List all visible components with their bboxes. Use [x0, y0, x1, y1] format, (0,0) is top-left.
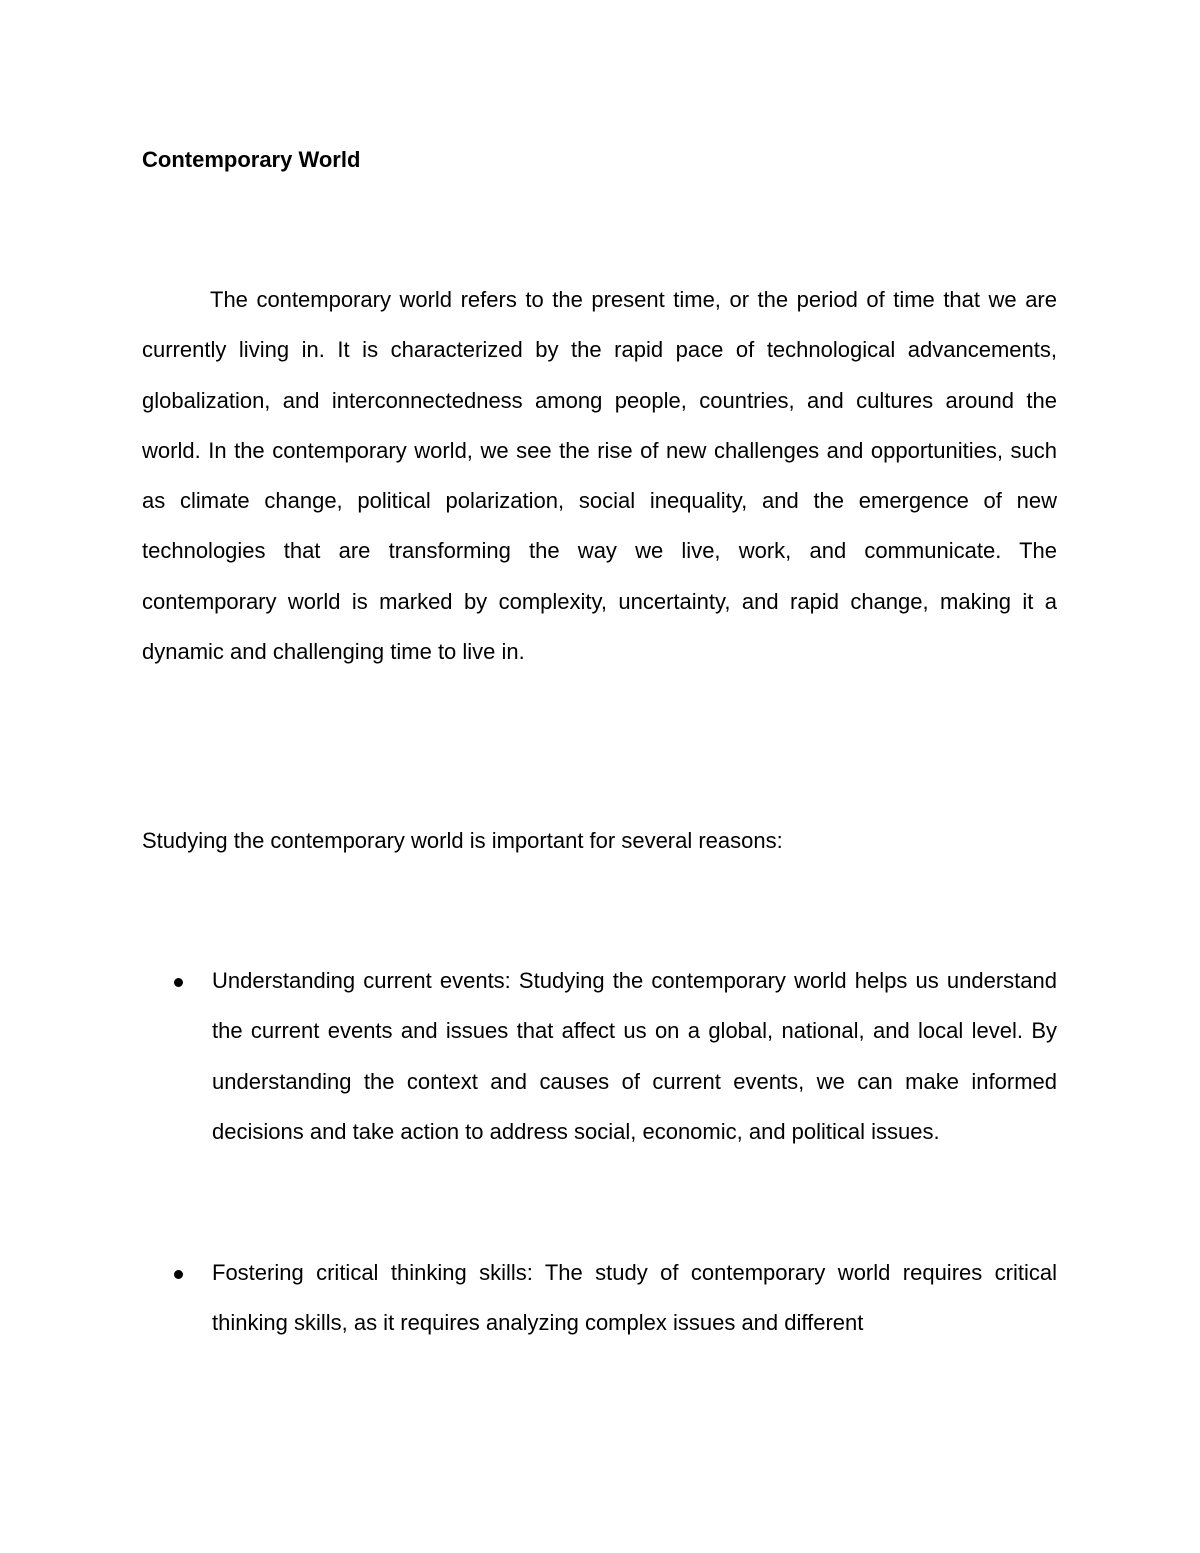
document-title: Contemporary World: [142, 147, 361, 172]
reasons-list: [142, 956, 1057, 1440]
list-item: [142, 1248, 1057, 1349]
intro-paragraph: The contemporary world refers to the present time, or the period of time that we are currently living in. It is characterized by the rapid pace of technological advancements, globalization, and interconnectedness among people, countries, and cultures around the world. In the contemporary world, we see the rise of new challenges and opportunities, such as climate change, political polarization, social inequality, and the emergence of new technologies that are transforming the way we live, work, and communicate. The contemporary world is marked by complexity, uncertainty, and rapid change, making it a dynamic and challenging time to live in.: [142, 287, 1057, 665]
list-item-text: Understanding current events: Studying the contemporary world helps us understand the current events and issues that affect us on a global, national, and local level. By understanding the context and causes of current events, we can make informed decisions and take action to address social, economic, and political issues.: [212, 968, 1057, 1144]
reasons-lead-paragraph: Studying the contemporary world is important for several reasons:: [142, 828, 783, 853]
bullet-icon: [174, 978, 183, 987]
list-item-text: Fostering critical thinking skills: The study of contemporary world requires critical thinking skills, as it requires analyzing complex issues and different: [212, 1260, 1057, 1336]
bullet-icon: [174, 1270, 183, 1279]
list-item: [142, 956, 1057, 1157]
